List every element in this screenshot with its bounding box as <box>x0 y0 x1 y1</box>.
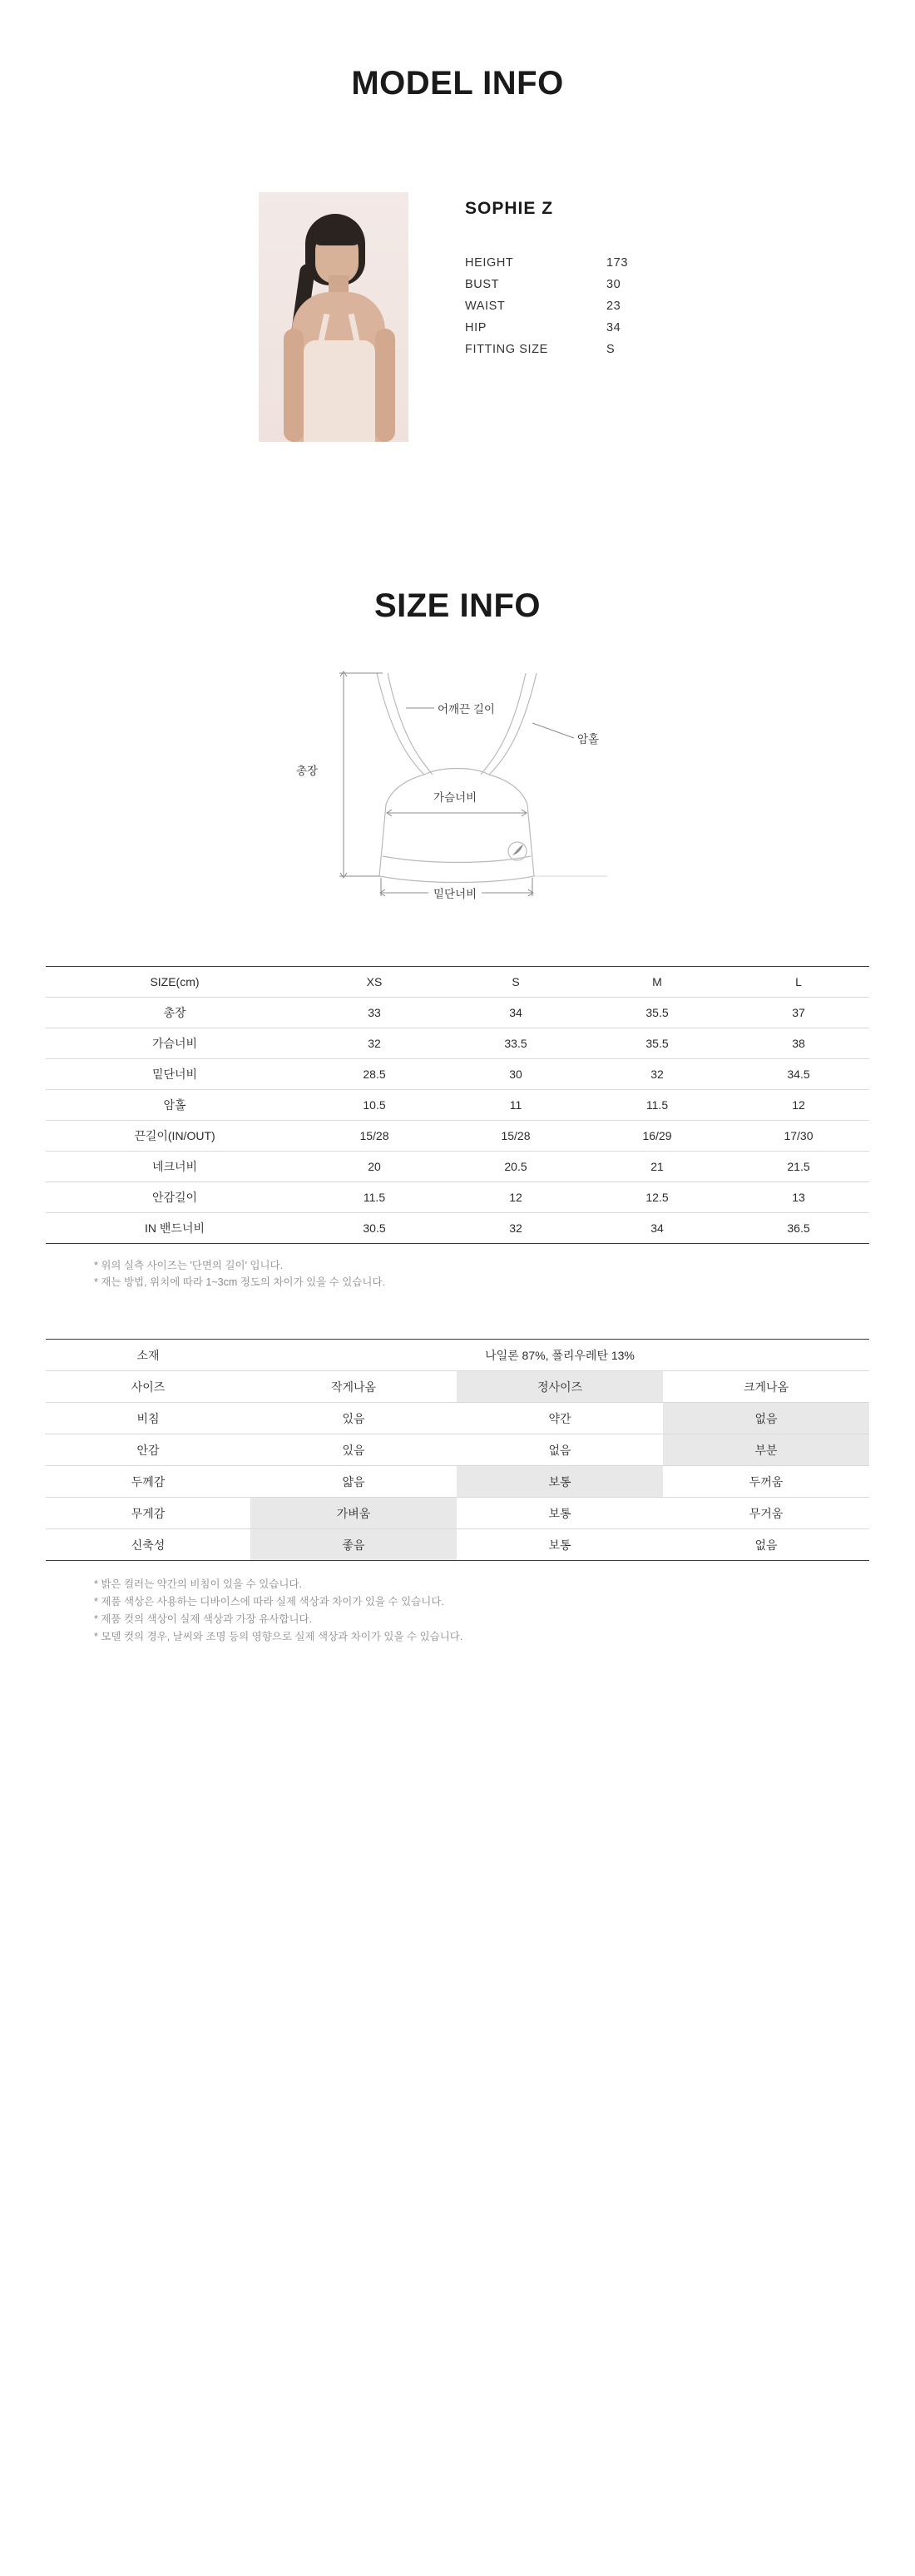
cell-s: 33.5 <box>445 1028 586 1059</box>
attribute-label: 무게감 <box>46 1498 250 1529</box>
model-name: SOPHIE Z <box>465 199 554 218</box>
diagram-label-armhole: 암홀 <box>577 733 600 746</box>
cell-xs: 32 <box>304 1028 445 1059</box>
row-label: 네크너비 <box>46 1152 304 1182</box>
table-row <box>46 1090 869 1121</box>
diagram-label-total-length: 총장 <box>296 765 319 777</box>
attribute-option: 크게나옴 <box>663 1371 869 1403</box>
cell-xs: 28.5 <box>304 1059 445 1090</box>
attribute-label: 비침 <box>46 1403 250 1434</box>
cell-l: 34.5 <box>728 1059 869 1090</box>
row-label: 암홀 <box>46 1090 304 1121</box>
table-row <box>46 1028 869 1059</box>
table-row <box>46 1213 869 1244</box>
attribute-note: * 모델 컷의 경우, 날씨와 조명 등의 영향으로 실제 색상과 차이가 있을 수 있습니다. <box>94 1631 463 1642</box>
spec-label: WAIST <box>465 300 506 313</box>
table-header-cell: SIZE(cm) <box>46 967 304 998</box>
model-specs <box>408 192 656 360</box>
row-label: 안감길이 <box>46 1182 304 1213</box>
table-row <box>46 998 869 1028</box>
cell-m: 35.5 <box>586 1028 728 1059</box>
table-header-row <box>46 967 869 998</box>
spec-value: S <box>606 343 616 356</box>
cell-xs: 30.5 <box>304 1213 445 1244</box>
attribute-label: 안감 <box>46 1434 250 1466</box>
model-photo <box>259 192 408 442</box>
attribute-option: 약간 <box>457 1403 663 1434</box>
cell-l: 17/30 <box>728 1121 869 1152</box>
attribute-option: 보통 <box>457 1529 663 1561</box>
attribute-option: 두꺼움 <box>663 1466 869 1498</box>
row-label: 총장 <box>46 998 304 1028</box>
spec-row <box>465 252 656 274</box>
attribute-note: * 제품 색상은 사용하는 디바이스에 따라 실제 색상과 차이가 있을 수 있습니다. <box>94 1596 444 1608</box>
attribute-note: * 밝은 컬러는 약간의 비침이 있을 수 있습니다. <box>94 1578 302 1590</box>
attribute-row-sheerness <box>46 1403 869 1434</box>
size-note: * 위의 실측 사이즈는 '단면의 길이' 입니다. <box>94 1260 284 1271</box>
cell-m: 35.5 <box>586 998 728 1028</box>
cell-m: 11.5 <box>586 1090 728 1121</box>
attribute-option-selected: 가벼움 <box>250 1498 457 1529</box>
attribute-option-selected: 좋음 <box>250 1529 457 1561</box>
table-row <box>46 1182 869 1213</box>
spec-row <box>465 295 656 317</box>
garment-diagram-svg <box>141 658 774 908</box>
cell-l: 12 <box>728 1090 869 1121</box>
diagram-label-strap: 어깨끈 길이 <box>438 703 495 716</box>
cell-s: 12 <box>445 1182 586 1213</box>
cell-m: 34 <box>586 1213 728 1244</box>
size-info-title: SIZE INFO <box>373 587 542 624</box>
cell-l: 37 <box>728 998 869 1028</box>
garment-diagram-wrap <box>0 658 915 908</box>
attribute-row-material <box>46 1340 869 1371</box>
spec-row <box>465 274 656 295</box>
spec-value: 30 <box>606 278 621 291</box>
cell-s: 32 <box>445 1213 586 1244</box>
attribute-row-elasticity <box>46 1529 869 1561</box>
attribute-row-weight <box>46 1498 869 1529</box>
attribute-label: 두께감 <box>46 1466 250 1498</box>
model-info-block <box>0 192 915 442</box>
size-table-wrap <box>0 966 915 1290</box>
attribute-label: 신축성 <box>46 1529 250 1561</box>
spec-value: 23 <box>606 300 621 313</box>
cell-m: 32 <box>586 1059 728 1090</box>
row-label: 가슴너비 <box>46 1028 304 1059</box>
model-info-title: MODEL INFO <box>351 65 564 102</box>
attribute-note: * 제품 컷의 색상이 실제 색상과 가장 유사합니다. <box>94 1613 313 1625</box>
attribute-option-selected: 부분 <box>663 1434 869 1466</box>
cell-s: 20.5 <box>445 1152 586 1182</box>
attribute-row-thickness <box>46 1466 869 1498</box>
attribute-option: 없음 <box>457 1434 663 1466</box>
cell-xs: 11.5 <box>304 1182 445 1213</box>
table-row <box>46 1152 869 1182</box>
diagram-label-hem-width: 밑단너비 <box>428 884 482 901</box>
attribute-option-selected: 정사이즈 <box>457 1371 663 1403</box>
attribute-row-lining <box>46 1434 869 1466</box>
size-notes <box>46 1257 869 1290</box>
spec-value: 173 <box>606 256 628 270</box>
attribute-table-wrap <box>0 1339 915 1646</box>
row-label: 밑단너비 <box>46 1059 304 1090</box>
cell-s: 30 <box>445 1059 586 1090</box>
spec-label: HEIGHT <box>465 256 514 270</box>
table-row <box>46 1121 869 1152</box>
attribute-label: 사이즈 <box>46 1371 250 1403</box>
cell-l: 38 <box>728 1028 869 1059</box>
attribute-option: 보통 <box>457 1498 663 1529</box>
cell-xs: 15/28 <box>304 1121 445 1152</box>
cell-s: 11 <box>445 1090 586 1121</box>
spec-value: 34 <box>606 321 621 334</box>
table-header-cell: XS <box>304 967 445 998</box>
attribute-table <box>46 1339 869 1561</box>
attribute-option: 없음 <box>663 1529 869 1561</box>
attribute-option: 무거움 <box>663 1498 869 1529</box>
cell-l: 13 <box>728 1182 869 1213</box>
spec-label: FITTING SIZE <box>465 343 548 356</box>
attribute-option-selected: 보통 <box>457 1466 663 1498</box>
size-table <box>46 966 869 1244</box>
attribute-material-value: 나일론 87%, 폴리우레탄 13% <box>250 1340 869 1371</box>
spec-row <box>465 339 656 360</box>
row-label: 끈길이(IN/OUT) <box>46 1121 304 1152</box>
diagram-label-bust-width: 가슴너비 <box>428 788 482 805</box>
spec-label: BUST <box>465 278 500 291</box>
table-row <box>46 1059 869 1090</box>
cell-l: 21.5 <box>728 1152 869 1182</box>
attribute-option: 있음 <box>250 1434 457 1466</box>
table-header-cell: S <box>445 967 586 998</box>
cell-s: 15/28 <box>445 1121 586 1152</box>
attribute-option: 얇음 <box>250 1466 457 1498</box>
attribute-option: 작게나옴 <box>250 1371 457 1403</box>
attribute-option-selected: 없음 <box>663 1403 869 1434</box>
table-header-cell: L <box>728 967 869 998</box>
attribute-label: 소재 <box>46 1340 250 1371</box>
cell-s: 34 <box>445 998 586 1028</box>
product-detail-page <box>0 65 915 1646</box>
table-header-cell: M <box>586 967 728 998</box>
attribute-option: 있음 <box>250 1403 457 1434</box>
spec-row <box>465 317 656 339</box>
spec-label: HIP <box>465 321 487 334</box>
attribute-notes <box>46 1576 869 1646</box>
attribute-row-size <box>46 1371 869 1403</box>
cell-l: 36.5 <box>728 1213 869 1244</box>
brand-logo-icon <box>508 842 527 860</box>
cell-xs: 33 <box>304 998 445 1028</box>
cell-m: 21 <box>586 1152 728 1182</box>
cell-xs: 10.5 <box>304 1090 445 1121</box>
cell-xs: 20 <box>304 1152 445 1182</box>
size-note: * 재는 방법, 위치에 따라 1~3cm 정도의 차이가 있을 수 있습니다. <box>94 1276 386 1288</box>
cell-m: 12.5 <box>586 1182 728 1213</box>
cell-m: 16/29 <box>586 1121 728 1152</box>
row-label: IN 밴드너비 <box>46 1213 304 1244</box>
garment-diagram <box>141 658 774 908</box>
